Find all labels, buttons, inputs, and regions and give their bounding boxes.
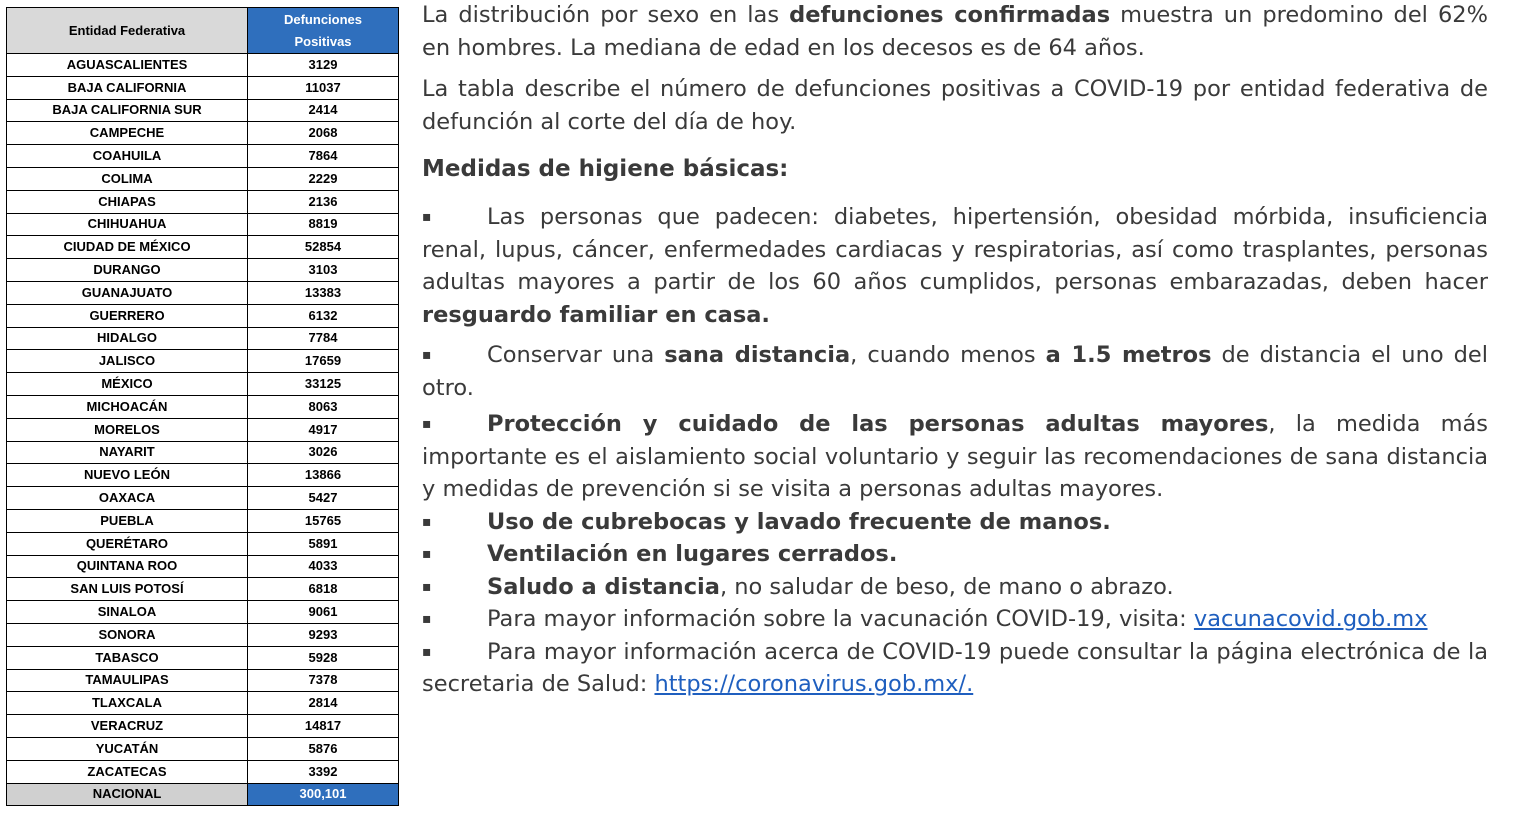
p2-text: La tabla describe el número de defunciones positivas a COVID-19 por entidad federativa de defunción al corte del día de hoy. xyxy=(422,76,1488,135)
death-count: 11037 xyxy=(248,76,399,99)
death-count: 2814 xyxy=(248,692,399,715)
state-name: DURANGO xyxy=(7,259,248,282)
b3-text: , la medida más importante es el aislamiento social voluntario y seguir las recomendaciones de sana distancia y medidas de prevención si se visita a personas adultas mayores. xyxy=(422,411,1488,502)
death-count: 13383 xyxy=(248,281,399,304)
death-count: 3392 xyxy=(248,760,399,783)
table-body xyxy=(7,54,399,784)
table-row xyxy=(7,76,399,99)
b8-text: Para mayor información acerca de COVID-19 puede consultar la página electrónica de la secretaria de Salud: xyxy=(422,638,1488,697)
death-count: 5928 xyxy=(248,646,399,669)
death-count: 2068 xyxy=(248,122,399,145)
death-count: 4917 xyxy=(248,418,399,441)
table-row xyxy=(7,373,399,396)
table-row xyxy=(7,190,399,213)
death-count: 3129 xyxy=(248,54,399,77)
state-name: MICHOACÁN xyxy=(7,395,248,418)
table-row xyxy=(7,99,399,122)
state-name: OAXACA xyxy=(7,487,248,510)
death-count: 2136 xyxy=(248,190,399,213)
table-row xyxy=(7,418,399,441)
text-column xyxy=(422,0,1488,701)
header-value-line1: Defunciones xyxy=(283,11,362,27)
death-count: 5876 xyxy=(248,737,399,760)
b1-bold: resguardo familiar en casa. xyxy=(422,301,770,328)
state-name: GUERRERO xyxy=(7,304,248,327)
table-row xyxy=(7,464,399,487)
paragraph-table-description xyxy=(422,73,1488,138)
table-row xyxy=(7,327,399,350)
death-count: 8819 xyxy=(248,213,399,236)
bullet-distance-greeting xyxy=(422,571,1488,604)
state-name: NUEVO LEÓN xyxy=(7,464,248,487)
bullet-marker: ▪ xyxy=(422,578,432,595)
bullet-vaccination-info xyxy=(422,603,1488,636)
state-name: TLAXCALA xyxy=(7,692,248,715)
header-value-line2: Positivas xyxy=(294,33,352,49)
table-row xyxy=(7,737,399,760)
table-row xyxy=(7,167,399,190)
table-row xyxy=(7,54,399,77)
state-name: COAHUILA xyxy=(7,145,248,168)
table-row xyxy=(7,395,399,418)
bullet-vulnerable-groups xyxy=(422,201,1488,331)
state-name: MÉXICO xyxy=(7,373,248,396)
bullet-marker: ▪ xyxy=(422,643,432,660)
b1-text: Las personas que padecen: diabetes, hipertensión, obesidad mórbida, insuficiencia renal, lupus, cáncer, enfermedades cardiacas y respiratorias, así como trasplantes, personas adultas mayores a partir de los 60 años cumplidos, personas embarazadas, deben hacer xyxy=(422,204,1488,295)
table-row xyxy=(7,601,399,624)
death-count: 2414 xyxy=(248,99,399,122)
total-label: NACIONAL xyxy=(7,783,248,806)
b7-text: Para mayor información sobre la vacunación COVID-19, visita: xyxy=(487,606,1194,632)
death-count: 14817 xyxy=(248,715,399,738)
table-row xyxy=(7,350,399,373)
b2-text-e: de distancia el uno del otro. xyxy=(422,342,1488,401)
b3-bold: Protección y cuidado de las personas adultas mayores xyxy=(487,411,1269,437)
state-name: AGUASCALIENTES xyxy=(7,54,248,77)
table-total-row xyxy=(7,783,399,806)
b2-text-c: , cuando menos xyxy=(850,342,1046,368)
p1-text-c: muestra un predomino del 62% en hombres. La mediana de edad en los decesos es de 64 años. xyxy=(422,2,1488,61)
hygiene-heading: Medidas de higiene básicas: xyxy=(422,156,789,182)
death-count: 13866 xyxy=(248,464,399,487)
bullet-marker: ▪ xyxy=(422,416,432,432)
state-name: NAYARIT xyxy=(7,441,248,464)
vaccination-link[interactable]: vacunacovid.gob.mx xyxy=(1193,606,1428,632)
state-name: GUANAJUATO xyxy=(7,281,248,304)
state-name: CHIAPAS xyxy=(7,190,248,213)
bullet-healthy-distance xyxy=(422,339,1488,404)
bullet-elderly-protection xyxy=(422,408,1488,506)
state-name: QUINTANA ROO xyxy=(7,555,248,578)
bullet-marker: ▪ xyxy=(422,347,432,363)
death-count: 7378 xyxy=(248,669,399,692)
state-name: BAJA CALIFORNIA SUR xyxy=(7,99,248,122)
death-count: 2229 xyxy=(248,167,399,190)
b2-bold-b: sana distancia xyxy=(664,342,851,368)
death-count: 6818 xyxy=(248,578,399,601)
table-row xyxy=(7,145,399,168)
table-row xyxy=(7,532,399,555)
state-name: ZACATECAS xyxy=(7,760,248,783)
p1-text-a: La distribución por sexo en las xyxy=(422,2,790,28)
b6-bold: Saludo a distancia xyxy=(487,573,720,600)
table-row xyxy=(7,623,399,646)
header-value xyxy=(248,8,399,54)
state-name: YUCATÁN xyxy=(7,737,248,760)
bullet-marker: ▪ xyxy=(422,209,432,225)
table-row xyxy=(7,304,399,327)
table-row xyxy=(7,509,399,532)
bullet-ventilation xyxy=(422,538,1488,571)
state-name: JALISCO xyxy=(7,350,248,373)
b2-text-a: Conservar una xyxy=(487,342,665,368)
death-count: 15765 xyxy=(248,509,399,532)
table-row xyxy=(7,646,399,669)
death-count: 7864 xyxy=(248,145,399,168)
table-row xyxy=(7,578,399,601)
table-row xyxy=(7,236,399,259)
deaths-by-state-table xyxy=(6,7,399,806)
death-count: 3103 xyxy=(248,259,399,282)
state-name: TAMAULIPAS xyxy=(7,669,248,692)
table-row xyxy=(7,122,399,145)
total-value: 300,101 xyxy=(248,783,399,806)
death-count: 52854 xyxy=(248,236,399,259)
b4-bold: Uso de cubrebocas y lavado frecuente de manos. xyxy=(487,508,1111,535)
state-name: CIUDAD DE MÉXICO xyxy=(7,236,248,259)
bullet-masks xyxy=(422,506,1488,539)
paragraph-sex-distribution xyxy=(422,0,1488,64)
death-count: 17659 xyxy=(248,350,399,373)
bullet-marker: ▪ xyxy=(422,611,432,627)
bullet-covid-info xyxy=(422,636,1488,701)
table-row xyxy=(7,487,399,510)
death-count: 5891 xyxy=(248,532,399,555)
state-name: COLIMA xyxy=(7,167,248,190)
death-count: 33125 xyxy=(248,373,399,396)
state-name: SINALOA xyxy=(7,601,248,624)
b5-bold: Ventilación en lugares cerrados. xyxy=(487,541,898,567)
state-name: MORELOS xyxy=(7,418,248,441)
death-count: 9293 xyxy=(248,623,399,646)
state-name: PUEBLA xyxy=(7,509,248,532)
state-name: SAN LUIS POTOSÍ xyxy=(7,578,248,601)
coronavirus-link[interactable]: https://coronavirus.gob.mx/. xyxy=(654,671,974,697)
table-row xyxy=(7,213,399,236)
table-row xyxy=(7,760,399,783)
death-count: 5427 xyxy=(248,487,399,510)
death-count: 4033 xyxy=(248,555,399,578)
table-row xyxy=(7,259,399,282)
state-name: SONORA xyxy=(7,623,248,646)
b6-text: , no saludar de beso, de mano o abrazo. xyxy=(719,573,1174,600)
table-row xyxy=(7,692,399,715)
bullet-marker: ▪ xyxy=(422,513,432,530)
bullet-marker: ▪ xyxy=(422,546,432,562)
death-count: 8063 xyxy=(248,395,399,418)
death-count: 3026 xyxy=(248,441,399,464)
death-count: 9061 xyxy=(248,601,399,624)
p1-bold: defunciones confirmadas xyxy=(789,2,1111,28)
table-header-row xyxy=(7,8,399,54)
table-row xyxy=(7,441,399,464)
state-name: QUERÉTARO xyxy=(7,532,248,555)
death-count: 7784 xyxy=(248,327,399,350)
table-row xyxy=(7,715,399,738)
table-row xyxy=(7,669,399,692)
death-count: 6132 xyxy=(248,304,399,327)
b2-bold-d: a 1.5 metros xyxy=(1045,342,1212,368)
table-row xyxy=(7,281,399,304)
state-name: VERACRUZ xyxy=(7,715,248,738)
table-row xyxy=(7,555,399,578)
state-name: HIDALGO xyxy=(7,327,248,350)
state-name: TABASCO xyxy=(7,646,248,669)
header-state: Entidad Federativa xyxy=(7,8,248,54)
state-name: CHIHUAHUA xyxy=(7,213,248,236)
state-name: BAJA CALIFORNIA xyxy=(7,76,248,99)
state-name: CAMPECHE xyxy=(7,122,248,145)
